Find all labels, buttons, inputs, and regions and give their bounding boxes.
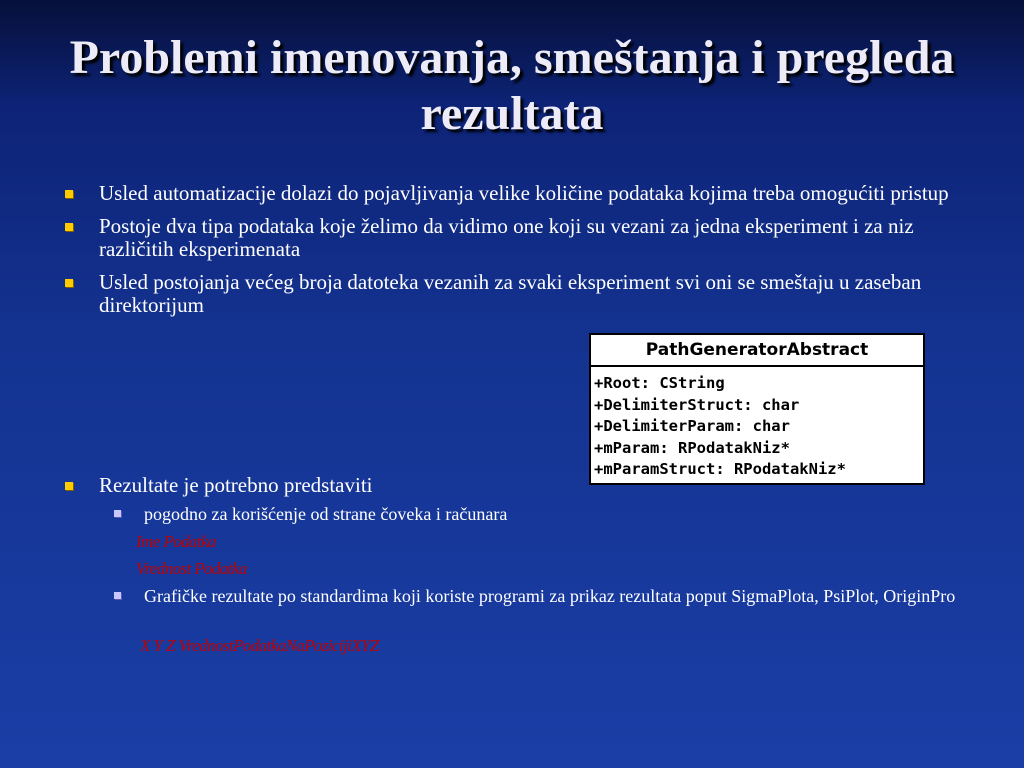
bullet-text: Usled automatizacije dolazi do pojavljivanja velike količine podataka kojima treba omogućiti pristup (99, 181, 949, 205)
bullet-text: Usled postojanja većeg broja datoteka vezanih za svaki eksperiment svi oni se smeštaju u zaseban direktorijum (99, 270, 922, 317)
sub-bullet-item (62, 504, 1024, 524)
square-bullet-icon (114, 510, 121, 517)
uml-attribute: +mParam: RPodatakNiz* (594, 438, 790, 457)
bullet-item (62, 474, 972, 497)
uml-attribute: +DelimiterParam: char (594, 417, 790, 435)
uml-attribute: +Root: CString (594, 374, 725, 392)
bullet-item (62, 271, 972, 317)
bullet-list (62, 182, 972, 327)
square-bullet-icon (65, 223, 73, 231)
square-bullet-icon (65, 190, 73, 198)
slide-title: Problemi imenovanja, smeštanja i pregleda rezultata (69, 31, 955, 140)
red-example-text: X Y Z VrednostPodatkaNaPozicijiXYZ (140, 636, 379, 655)
sub-bullet-text: Grafičke rezultate po standardima koji koriste programi za prikaz rezultata poput SigmaPlota, PsiPlot, OriginPro (144, 586, 956, 606)
bullet-text: Rezultate je potrebno predstaviti (99, 473, 373, 497)
red-example-text: Vrednost Podatka (136, 559, 247, 578)
square-bullet-icon (65, 482, 73, 490)
uml-class-diagram (589, 333, 925, 485)
square-bullet-icon (114, 592, 121, 599)
bullet-item (62, 182, 972, 205)
uml-attribute: +mParamStruct: RPodatakNiz* (594, 460, 846, 478)
results-section (62, 474, 972, 507)
uml-attributes (591, 367, 923, 481)
square-bullet-icon (65, 279, 73, 287)
uml-class-name: PathGeneratorAbstract (591, 335, 923, 367)
uml-attribute: +DelimiterStruct: char (594, 395, 800, 414)
bullet-item (62, 215, 972, 261)
sub-bullet-text: pogodno za korišćenje od strane čoveka i računara (144, 504, 508, 524)
red-example-text: Ime Podatka (136, 532, 216, 551)
sub-bullet-item (62, 586, 964, 606)
bullet-text: Postoje dva tipa podataka koje želimo da vidimo one koji su vezani za jedna eksperiment i za niz različitih eksperimenata (99, 214, 914, 261)
